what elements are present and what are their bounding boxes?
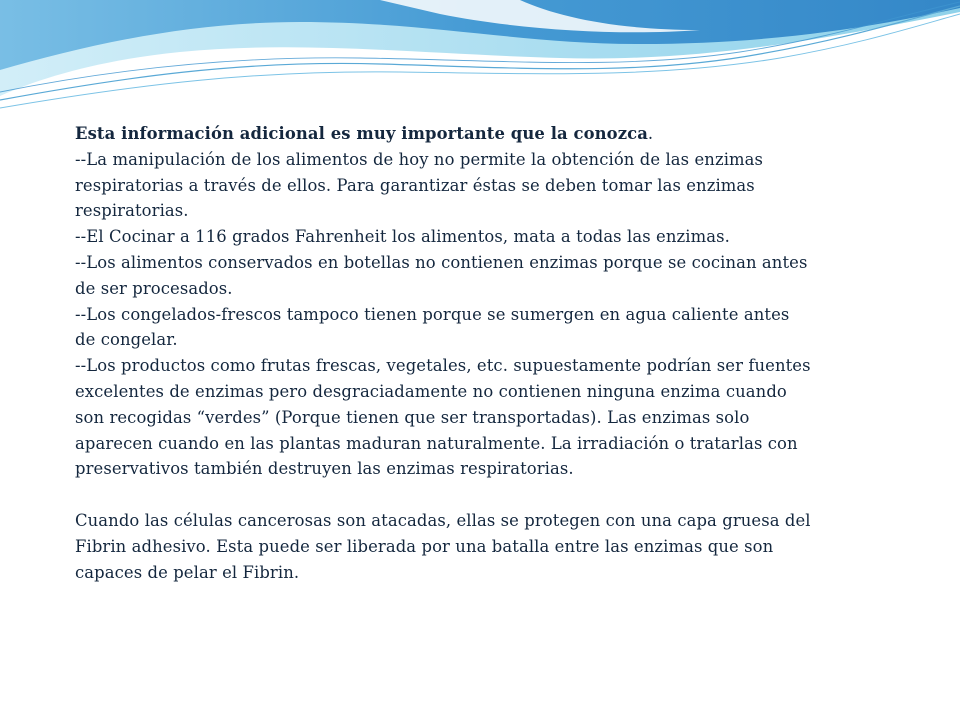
paragraph-spacer [75, 482, 815, 508]
heading-period: . [647, 124, 654, 143]
heading-line [75, 121, 815, 147]
paragraph-produce: --Los productos como frutas frescas, vegetales, etc. supuestamente podrían ser fuentes excelentes de enzimas pero desgraciadamente no contienen ninguna enzima cuando son recogidas “verdes” (Porque tienen que ser transportadas). Las enzimas solo aparecen cuando en las plantas maduran naturalmente. La irradiación o tratarlas con preservativos también destruyen las enzimas respiratorias. [75, 356, 811, 479]
paragraph-cooking: --El Cocinar a 116 grados Fahrenheit los alimentos, mata a todas las enzimas. [75, 227, 730, 247]
heading-text: Esta información adicional es muy importante que la conozca [75, 124, 648, 143]
paragraph-enzymes-food: --La manipulación de los alimentos de hoy no permite la obtención de las enzimas respiratorias a través de ellos. Para garantizar éstas se deben tomar las enzimas respiratorias. [75, 149, 764, 221]
slide-body-text [75, 121, 815, 585]
paragraph-cancer-cells: Cuando las células cancerosas son atacadas, ellas se protegen con una capa gruesa del Fibrin adhesivo. Esta puede ser liberada por una batalla entre las enzimas que son capaces de pelar el Fibrin. [75, 510, 811, 582]
paragraph-bottled: --Los alimentos conservados en botellas no contienen enzimas porque se cocinan antes de ser procesados. [75, 252, 808, 298]
paragraph-frozen: --Los congelados-frescos tampoco tienen porque se sumergen en agua caliente antes de congelar. [75, 304, 790, 350]
header-wave-decoration [0, 0, 960, 120]
